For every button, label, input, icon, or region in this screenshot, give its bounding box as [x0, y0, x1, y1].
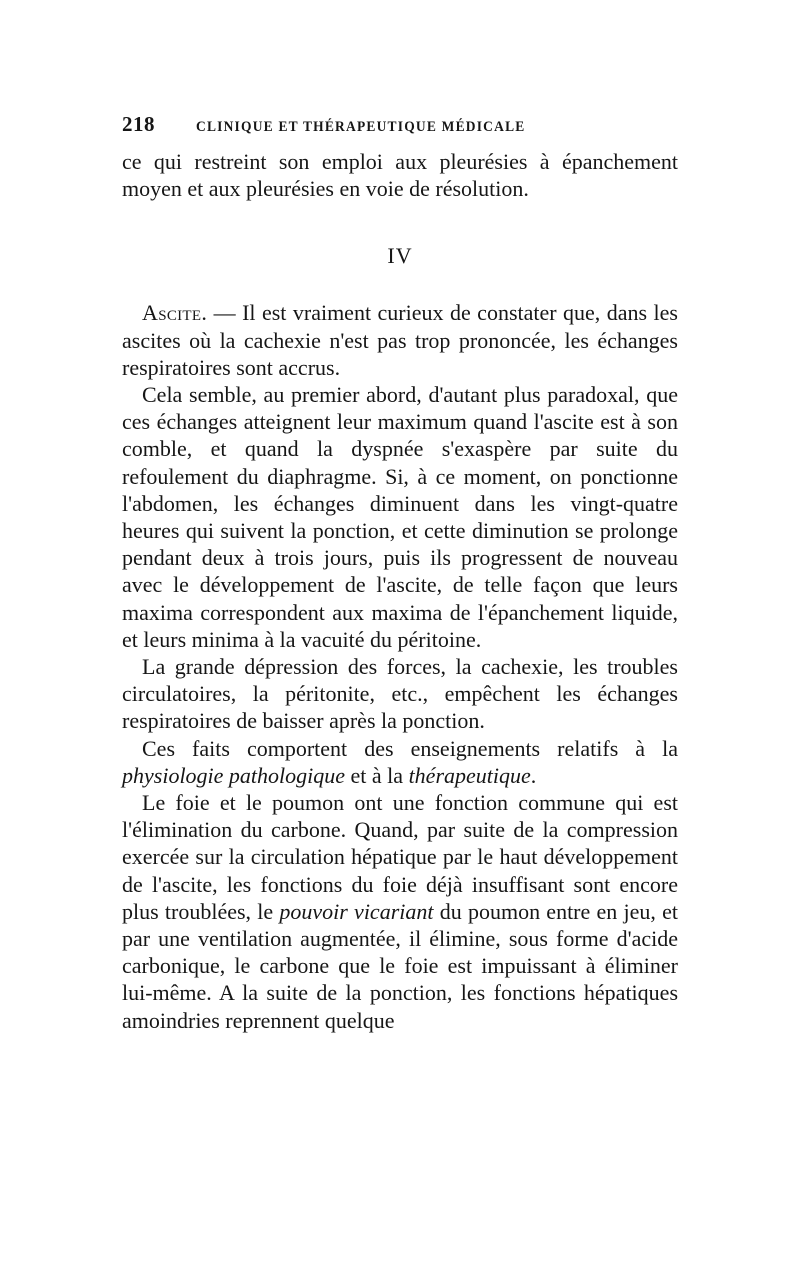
running-head: CLINIQUE ET THÉRAPEUTIQUE MÉDICALE	[196, 119, 526, 135]
italic-physiologie: physiologie pathologique	[122, 762, 346, 788]
paragraph-foie-before: Le foie et le poumon ont une fonction commune qui est l'élimination du carbone. Quand, par suite de la compression exercée sur la circulation hépatique par le haut développement de l'ascite, les fonctions du foie déjà insuffisant sont encore plus troublées, le	[122, 790, 678, 924]
paragraph-enseignements-before: Ces faits comportent des enseignements relatifs à la	[142, 735, 678, 761]
paragraph-ascite-text: — Il est vraiment curieux de constater que, dans les ascites où la cachexie n'est pas trop prononcée, les échanges respiratoires sont accrus.	[122, 300, 678, 380]
paragraph-foie-after: du poumon entre en jeu, et par une ventilation augmentée, il élimine, sous forme d'acide carbonique, le carbone que le foie est impuissant à éliminer lui-même. A la suite de la ponction, les fonctions hépatiques amoindries reprennent quelque	[122, 898, 678, 1033]
paragraph-enseignements-middle: et à la	[345, 762, 409, 788]
paragraph-paradox: Cela semble, au premier abord, d'autant plus paradoxal, que ces échanges atteignent leur maximum quand l'ascite est à son comble, et quand la dyspnée s'exaspère par suite du refoulement du diaphragme. Si, à ce moment, on ponctionne l'abdomen, les échanges diminuent dans les vingt-quatre heures qui suivent la ponction, et cette diminution se prolonge pendant deux à trois jours, puis ils progressent de nouveau avec le développement de l'ascite, de telle façon que leurs maxima correspondent aux maxima de l'épanchement liquide, et leurs minima à la vacuité du péritoine.	[122, 382, 678, 652]
paragraph-enseignements-after: .	[530, 762, 537, 788]
section-heading: IV	[387, 243, 413, 269]
page-number: 218	[122, 112, 155, 136]
book-page	[122, 112, 678, 1034]
paragraph-depression: La grande dépression des forces, la cachexie, les troubles circulatoires, la péritonite, etc., empêchent les échanges respiratoires de baisser après la ponction.	[122, 654, 678, 734]
paragraph-enseignements	[122, 735, 678, 789]
italic-pouvoir-vicariant: pouvoir vicariant	[279, 898, 434, 924]
continuation-paragraph: ce qui restreint son emploi aux pleurésies à épanchement moyen et aux pleurésies en voie de résolution.	[122, 149, 678, 202]
paragraph-foie-poumon	[122, 789, 678, 1034]
page-header	[122, 112, 678, 138]
italic-therapeutique: thérapeutique	[408, 762, 531, 788]
section-lead-word: Ascite.	[142, 300, 208, 326]
paragraph-ascite	[122, 299, 678, 381]
